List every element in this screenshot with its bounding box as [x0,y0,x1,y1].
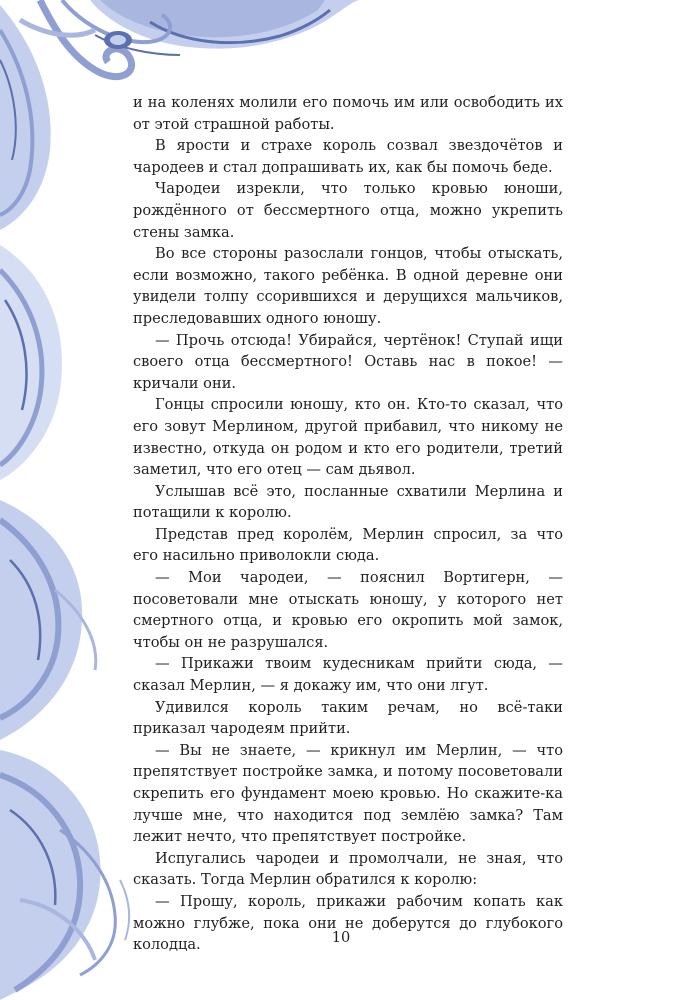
paragraph: Представ пред королём, Мерлин спросил, за что его насильно приволокли сюда. [133,525,563,565]
paragraph: В ярости и страхе король созвал звездочётов и чародеев и стал допрашивать их, как бы помочь беде. [133,137,563,176]
paragraph: Испугались чародеи и промолчали, не зная, что сказать. Тогда Мерлин обратился к королю: [133,849,563,889]
paragraph: Во все стороны разослали гонцов, чтобы отыскать, если возможно, такого ребёнка. В одной деревне они увидели толпу ссорившихся и дерущихся мальчиков, преследовавших одного юношу. [133,245,563,327]
paragraph: — Прикажи твоим кудесникам прийти сюда, — сказал Мерлин, — я докажу им, что они лгут. [133,655,563,695]
body-text [133,92,563,956]
paragraph: — Вы не знаете, — крикнул им Мерлин, — что препятствует постройке замка, и потому посоветовали скрепить его фундамент моею кровью. Но скажите-ка лучше мне, что находится под землёю замка? Там лежит нечто, что препятствует постройке. [133,741,563,846]
paragraph: — Прочь отсюда! Убирайся, чертёнок! Ступай ищи своего отца бессмертного! Оставь нас в покое! — кричали они. [133,331,563,392]
paragraph: — Мои чародеи, — пояснил Вортигерн, — посоветовали мне отыскать юношу, у которого нет смертного отца, и кровью его окропить мой замок, чтобы он не разрушался. [133,569,563,651]
paragraph: Гонцы спросили юношу, кто он. Кто-то сказал, что его зовут Мерлином, другой прибавил, что никому не известно, откуда он родом и кто его родители, третий заметил, что его отец — сам дьявол. [133,396,563,479]
left-lower-ornament [0,750,129,1000]
paragraph: Удивился король таким речам, но всё-таки приказал чародеям прийти. [133,698,563,738]
paragraph: Услышав всё это, посланные схватили Мерлина и потащили к королю. [133,482,563,522]
page-number: 10 [331,929,351,946]
left-middle-ornament [0,245,96,740]
paragraph: Чародеи изрекли, что только кровью юноши, рождённого от бессмертного отца, можно укрепить стены замка. [133,180,563,241]
paragraph: — Прошу, король, прикажи рабочим копать как можно глубже, пока они не доберутся до глубокого колодца. [133,892,563,954]
left-upper-ornament [0,5,95,230]
top-scroll-ornament [40,0,360,77]
paragraph: и на коленях молили его помочь им или освободить их от этой страшной работы. [133,94,563,133]
